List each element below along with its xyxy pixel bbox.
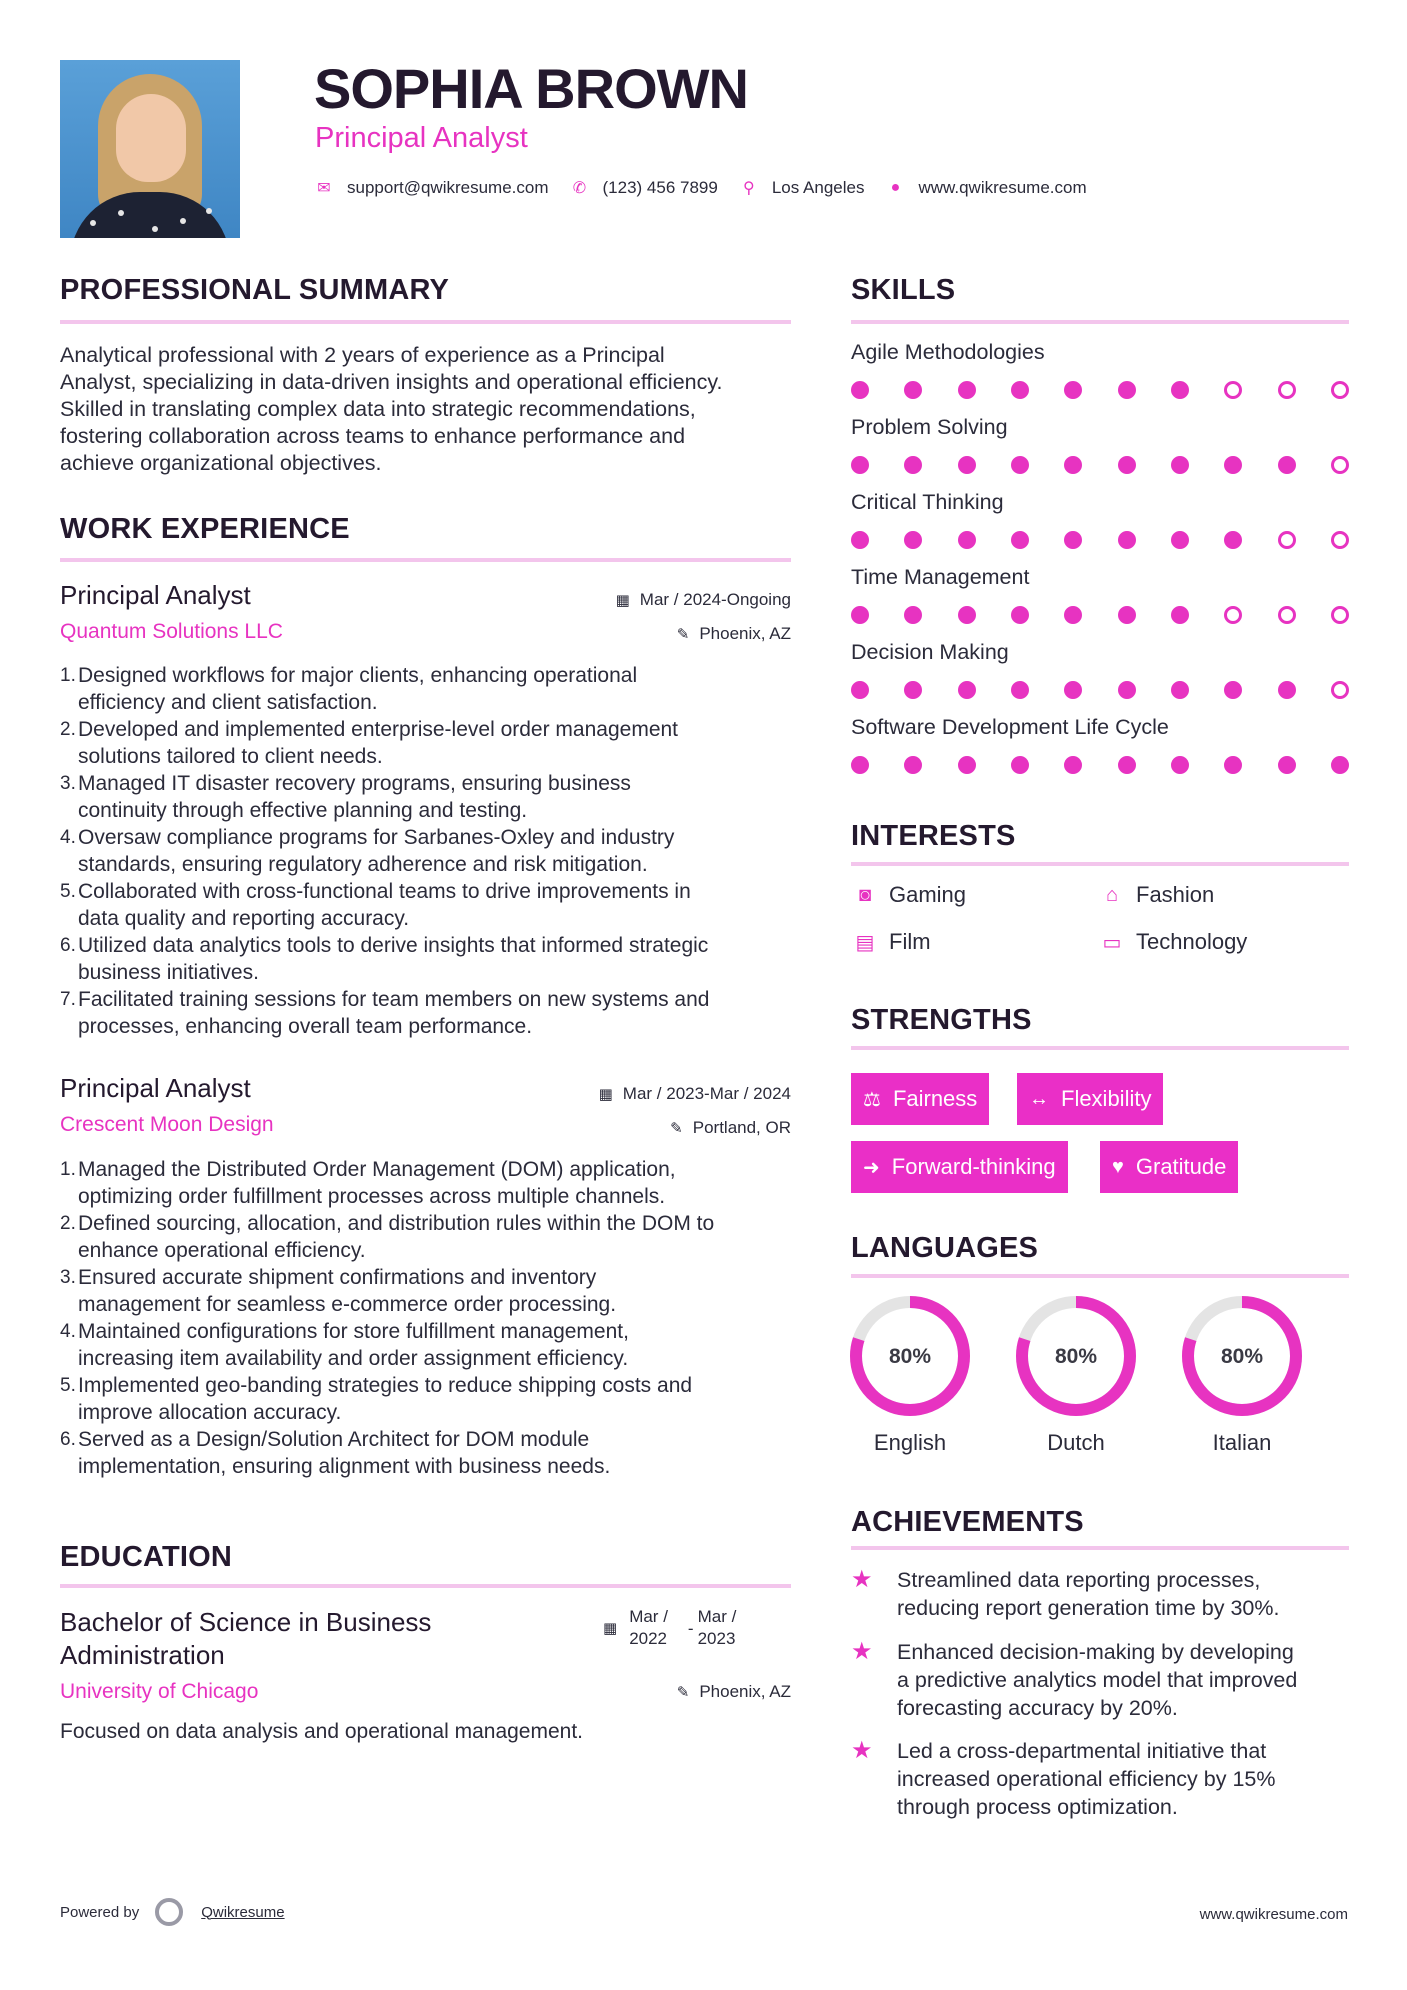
degree-title: Bachelor of Science in Business Administration [60,1607,432,1670]
skill-dot [1224,531,1242,549]
summary-text: Analytical professional with 2 years of experience as a Principal Analyst, specializing in data-driven insights and operational efficiency. Skilled in translating complex data into strategic recommendations, fostering collaboration across teams to enhance performance and achieve organizational objectives. [60,343,723,475]
interest-fashion: ⌂ Fashion [1098,882,1214,908]
skill-dot [851,606,869,624]
duty-item: 1. Managed the Distributed Order Management (DOM) application, optimizing order fulfillment processes across multiple channels. [60,1158,676,1208]
skill-dot [1118,681,1136,699]
skill-dot [1118,756,1136,774]
language-percent: 80% [888,1345,932,1368]
skill-name: Software Development Life Cycle [851,715,1169,739]
duty-item: 4. Oversaw compliance programs for Sarbanes-Oxley and industry standards, ensuring regulatory adherence and risk mitigation. [60,826,675,876]
skill-dot [1224,456,1242,474]
skill-dot [1011,606,1029,624]
job-duties [60,1156,796,1480]
interests-title: INTERESTS [851,820,1016,852]
skills-divider [851,320,1349,324]
contact-phone[interactable]: ✆ (123) 456 7899 [571,178,718,198]
skill-dot [1118,531,1136,549]
skill-dot [1064,756,1082,774]
qwikresume-logo-icon [155,1898,183,1926]
heart-icon: ♥ [1112,1155,1124,1178]
skill-name: Decision Making [851,640,1009,664]
duty-item: 1. Designed workflows for major clients, enhancing operational efficiency and client satisfaction. [60,664,638,714]
summary-title: PROFESSIONAL SUMMARY [60,274,450,306]
skill-dot [904,681,922,699]
strength-tag-flexibility: ↔ Flexibility [1017,1073,1163,1125]
skill-dot [1331,381,1349,399]
skill-dot [958,606,976,624]
interest-technology: ▭ Technology [1098,929,1247,955]
contact-location: ⚲ Los Angeles [740,178,865,198]
duty-item: 5. Implemented geo-banding strategies to reduce shipping costs and improve allocation accuracy. [60,1374,693,1424]
skill-rating [851,531,1349,551]
skill-dot [1064,606,1082,624]
duty-item: 3. Ensured accurate shipment confirmations and inventory management for seamless e-commerce order processing. [60,1266,617,1316]
language-ring [1014,1294,1138,1418]
skill-dot [1278,681,1296,699]
summary-divider [60,320,791,324]
languages-title: LANGUAGES [851,1232,1039,1264]
candidate-role: Principal Analyst [315,122,528,154]
calendar-icon: ▦ [598,1086,613,1103]
achievements-title: ACHIEVEMENTS [851,1506,1084,1538]
skill-dot [1224,756,1242,774]
skill-name: Agile Methodologies [851,340,1045,364]
laptop-icon: ▭ [1102,931,1122,954]
language-name: Dutch [1047,1430,1105,1455]
achievement-item: ★ Streamlined data reporting processes, reducing report generation time by 30%. [851,1566,1280,1620]
skill-dot [1171,531,1189,549]
interest-gaming: ◙ Gaming [851,882,966,908]
strengths-divider [851,1046,1349,1050]
duty-item: 5. Collaborated with cross-functional teams to drive improvements in data quality and reporting accuracy. [60,880,691,930]
skill-name: Problem Solving [851,415,1008,439]
skill-dot [1331,531,1349,549]
language-percent: 80% [1220,1345,1264,1368]
job-dates: ▦ Mar / 2024-Ongoing [615,590,791,609]
education-location: ✎ Phoenix, AZ [676,1682,791,1701]
skill-rating [851,381,1349,401]
pushpin-icon: ✎ [670,1120,683,1137]
job-location: ✎ Phoenix, AZ [676,624,791,643]
strengths-title: STRENGTHS [851,1004,1032,1036]
skill-dot [904,756,922,774]
interest-film: ▤ Film [851,929,931,955]
skill-dot [1331,606,1349,624]
skills-title: SKILLS [851,274,956,306]
skill-dot [958,756,976,774]
skill-dot [904,531,922,549]
skill-dot [1331,756,1349,774]
skill-dot [851,531,869,549]
achievement-item: ★ Enhanced decision-making by developing a predictive analytics model that improved forecasting accuracy by 20%. [851,1638,1298,1720]
skill-dot [1171,606,1189,624]
skill-dot [1064,456,1082,474]
skill-rating [851,681,1349,701]
job-company: Quantum Solutions LLC [60,620,283,643]
achievements-divider [851,1546,1349,1550]
language-percent: 80% [1054,1345,1098,1368]
job-dates: ▦ Mar / 2023-Mar / 2024 [598,1084,791,1103]
language-item [1014,1294,1138,1456]
film-icon: ▤ [855,931,875,954]
skill-rating [851,606,1349,626]
job-title: Principal Analyst [60,580,251,610]
profile-photo [60,60,240,238]
skill-dot [851,456,869,474]
duty-item: 7. Facilitated training sessions for team members on new systems and processes, enhancing overall team performance. [60,988,710,1038]
skill-dot [1331,456,1349,474]
language-item [1180,1294,1304,1456]
job-duties [60,662,796,1040]
languages-divider [851,1274,1349,1278]
skill-dot [1278,606,1296,624]
duty-item: 4. Maintained configurations for store fulfillment management, increasing item availability and order assignment efficiency. [60,1320,629,1370]
footer-brand-link[interactable]: Qwikresume [201,1903,285,1921]
map-pin-icon: ⚲ [742,180,755,197]
skill-dot [1331,681,1349,699]
skill-dot [1224,381,1242,399]
calendar-icon: ▦ [615,592,630,609]
language-name: English [873,1430,947,1455]
skill-dot [1118,606,1136,624]
gamepad-icon: ◙ [858,883,872,906]
experience-divider [60,558,791,562]
skill-dot [1011,531,1029,549]
education-divider [60,1584,791,1588]
contact-bar [315,178,1109,198]
pushpin-icon: ✎ [676,626,690,643]
skill-dot [1278,456,1296,474]
skill-dot [1224,606,1242,624]
skill-name: Time Management [851,565,1030,589]
job-company: Crescent Moon Design [60,1113,274,1136]
language-ring [1180,1294,1304,1418]
contact-website[interactable]: ● www.qwikresume.com [886,178,1086,198]
skill-dot [1064,381,1082,399]
skill-dot [904,606,922,624]
contact-email[interactable]: ✉ support@qwikresume.com [315,178,549,198]
education-title: EDUCATION [60,1541,233,1573]
education-dates: ▦ Mar / 2022 - Mar / 2023 [603,1607,737,1648]
pushpin-icon: ✎ [676,1684,690,1701]
language-ring [848,1294,972,1418]
duty-item: 2. Defined sourcing, allocation, and distribution rules within the DOM to enhance operational efficiency. [60,1212,715,1262]
candidate-name: SOPHIA BROWN [314,57,748,120]
achievement-item: ★ Led a cross-departmental initiative that increased operational efficiency by 15% through process optimization. [851,1737,1276,1819]
skill-dot [1278,531,1296,549]
skill-dot [1224,681,1242,699]
skill-dot [1171,381,1189,399]
footer-powered-by: Powered by Qwikresume [60,1898,285,1926]
skill-dot [851,381,869,399]
envelope-icon: ✉ [317,180,331,197]
scale-icon: ⚖ [863,1088,881,1111]
strength-tag-fairness: ⚖ Fairness [851,1073,989,1125]
shopping-bag-icon: ⌂ [1105,883,1119,906]
footer-url[interactable]: www.qwikresume.com [1199,1906,1348,1923]
skill-rating [851,456,1349,476]
interests-divider [851,862,1349,866]
strength-tag-forward-thinking: ➜ Forward-thinking [851,1141,1068,1193]
calendar-icon: ▦ [603,1620,618,1637]
language-name: Italian [1212,1430,1272,1455]
duty-item: 6. Served as a Design/Solution Architect for DOM module implementation, ensuring alignment with business needs. [60,1428,611,1478]
skill-dot [904,381,922,399]
skill-dot [1011,381,1029,399]
duty-item: 3. Managed IT disaster recovery programs, ensuring business continuity through effective planning and testing. [60,772,631,822]
skill-dot [958,531,976,549]
strength-tag-gratitude: ♥ Gratitude [1100,1141,1238,1193]
skill-dot [958,681,976,699]
skill-rating [851,756,1349,776]
skill-dot [1011,456,1029,474]
experience-title: WORK EXPERIENCE [60,513,350,545]
education-description: Focused on data analysis and operational management. [60,1720,584,1743]
skill-dot [1171,681,1189,699]
skill-dot [1064,681,1082,699]
school-name: University of Chicago [60,1680,259,1703]
star-icon: ★ [851,1566,873,1593]
skill-dot [1118,381,1136,399]
skill-dot [1171,756,1189,774]
skill-dot [1278,381,1296,399]
arrows-horizontal-icon: ↔ [1029,1087,1049,1110]
arrow-right-icon: ➜ [863,1156,880,1179]
skill-dot [958,456,976,474]
skill-dot [1011,681,1029,699]
skill-dot [1278,756,1296,774]
duty-item: 2. Developed and implemented enterprise-level order management solutions tailored to client needs. [60,718,679,768]
job-title: Principal Analyst [60,1073,251,1103]
skill-dot [904,456,922,474]
skill-dot [1011,756,1029,774]
star-icon: ★ [851,1638,873,1665]
skill-dot [1118,456,1136,474]
skill-dot [851,681,869,699]
phone-icon: ✆ [572,180,587,197]
star-icon: ★ [851,1737,873,1764]
skill-dot [851,756,869,774]
language-item [848,1294,972,1456]
skill-dot [1064,531,1082,549]
job-location: ✎ Portland, OR [670,1118,791,1137]
skill-name: Critical Thinking [851,490,1004,514]
globe-icon: ● [890,179,901,196]
duty-item: 6. Utilized data analytics tools to derive insights that informed strategic business initiatives. [60,934,709,984]
skill-dot [1171,456,1189,474]
skill-dot [958,381,976,399]
